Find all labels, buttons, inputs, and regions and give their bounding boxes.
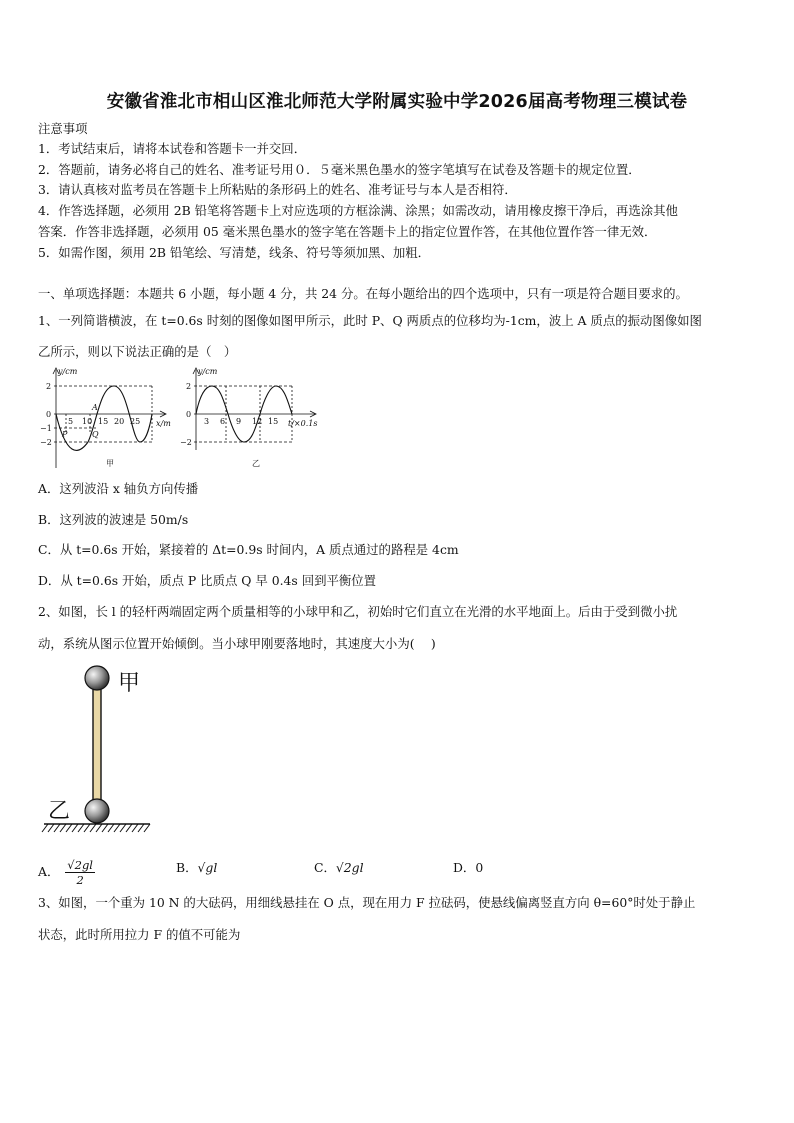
- y-axis-label: y/cm: [58, 367, 78, 376]
- x-tick: 9: [236, 417, 242, 426]
- notice-item: 1．考试结束后，请将本试卷和答题卡一并交回．: [38, 141, 307, 156]
- y-tick: 0: [186, 410, 192, 419]
- option-c: C．从 t=0.6s 开始，紧接着的 Δt=0.9s 时间内，A 质点通过的路程是 4cm: [38, 542, 459, 557]
- question-1-stem: 乙所示，则以下说法正确的是（ ）: [38, 344, 237, 359]
- question-2-stem: 动，系统从图示位置开始倾倒。当小球甲刚要落地时，其速度大小为( ): [38, 636, 436, 651]
- fraction-numerator: √2gl: [67, 858, 93, 872]
- x-tick: 25: [130, 417, 141, 426]
- question-3-stem: 3、如图，一个重为 10 N 的大砝码，用细线悬挂在 O 点，现在用力 F 拉砝码，使悬线偏离竖直方向 θ=60°时处于静止: [38, 895, 696, 910]
- exam-title: 安徽省淮北市相山区淮北师范大学附属实验中学2026届高考物理三模试卷: [106, 92, 688, 112]
- point-label-q: Q: [92, 430, 99, 439]
- figure-caption: 乙: [252, 459, 260, 468]
- x-tick: 6: [220, 417, 226, 426]
- x-tick: 12: [252, 417, 263, 426]
- option-label: B．: [176, 860, 198, 875]
- q2-option-c: [314, 858, 364, 876]
- question-3-stem: 状态，此时所用拉力 F 的值不可能为: [38, 927, 241, 942]
- option-value: √2gl: [335, 860, 364, 875]
- notice-heading: 注意事项: [38, 121, 88, 136]
- ball-jia-label: 甲: [118, 671, 141, 696]
- x-tick: 10: [82, 417, 93, 426]
- y-tick: 2: [186, 382, 192, 391]
- point-label-p: P: [62, 430, 68, 439]
- option-d: D．从 t=0.6s 开始，质点 P 比质点 Q 早 0.4s 回到平衡位置: [38, 573, 377, 588]
- ball-jia: [85, 666, 109, 690]
- q2-option-a: [38, 858, 95, 887]
- y-tick: −2: [180, 438, 192, 447]
- notice-item: 2．答题前，请务必将自己的姓名、准考证号用０．５毫米黑色墨水的签字笔填写在试卷及答题卡的规定位置．: [38, 162, 641, 177]
- x-axis-label: x/m: [156, 419, 171, 428]
- option-label: C．: [314, 860, 336, 875]
- option-a: A．这列波沿 x 轴负方向传播: [38, 481, 199, 496]
- ball-yi: [85, 799, 109, 823]
- figure-caption: 甲: [106, 459, 114, 468]
- ground-hatching: [42, 824, 150, 832]
- notice-item: 5．如需作图，须用 2B 铅笔绘、写清楚，线条、符号等须加黑、加粗．: [38, 245, 431, 260]
- notice-item: 3．请认真核对监考员在答题卡上所粘贴的条形码上的姓名、准考证号与本人是否相符．: [38, 182, 517, 197]
- wave-graph-jia: [36, 364, 176, 472]
- y-tick: −1: [40, 424, 52, 433]
- rod-and-balls-figure: [40, 660, 160, 838]
- rod: [93, 688, 101, 806]
- vibration-graph-yi: [180, 364, 330, 472]
- x-tick: 15: [268, 417, 279, 426]
- y-axis-label: y/cm: [198, 367, 218, 376]
- x-tick: 15: [98, 417, 109, 426]
- x-tick: 5: [68, 417, 74, 426]
- y-tick: −2: [40, 438, 52, 447]
- notice-item: 答案．作答非选择题，必须用 05 毫米黑色墨水的签字笔在答题卡上的指定位置作答，在其他位置作答一律无效．: [38, 224, 657, 239]
- notice-item: 4．作答选择题，必须用 2B 铅笔将答题卡上对应选项的方框涂满、涂黑；如需改动，请用橡皮擦干净后，再选涂其他: [38, 203, 678, 218]
- x-axis-label: t/×0.1s: [288, 419, 318, 428]
- y-tick: 0: [46, 410, 52, 419]
- question-1-stem: 1、一列简谐横波，在 t=0.6s 时刻的图像如图甲所示，此时 P、Q 两质点的位移均为-1cm，波上 A 质点的振动图像如图: [38, 313, 702, 328]
- x-tick: 20: [114, 417, 125, 426]
- question-2-stem: 2、如图，长 l 的轻杆两端固定两个质量相等的小球甲和乙，初始时它们直立在光滑的水平地面上。后由于受到微小扰: [38, 604, 678, 619]
- point-label-a: A: [92, 403, 98, 412]
- ball-yi-label: 乙: [48, 799, 71, 824]
- section-heading: 一、单项选择题：本题共 6 小题，每小题 4 分，共 24 分。在每小题给出的四个选项中，只有一项是符合题目要求的。: [38, 286, 688, 301]
- option-label: A．: [38, 864, 60, 879]
- q2-option-d: D．0: [453, 860, 484, 875]
- option-value: √gl: [197, 860, 218, 875]
- x-tick: 3: [204, 417, 210, 426]
- option-b: B．这列波的波速是 50m/s: [38, 512, 189, 527]
- fraction-denominator: 2: [76, 873, 84, 887]
- q2-option-b: [176, 858, 217, 876]
- y-tick: 2: [46, 382, 52, 391]
